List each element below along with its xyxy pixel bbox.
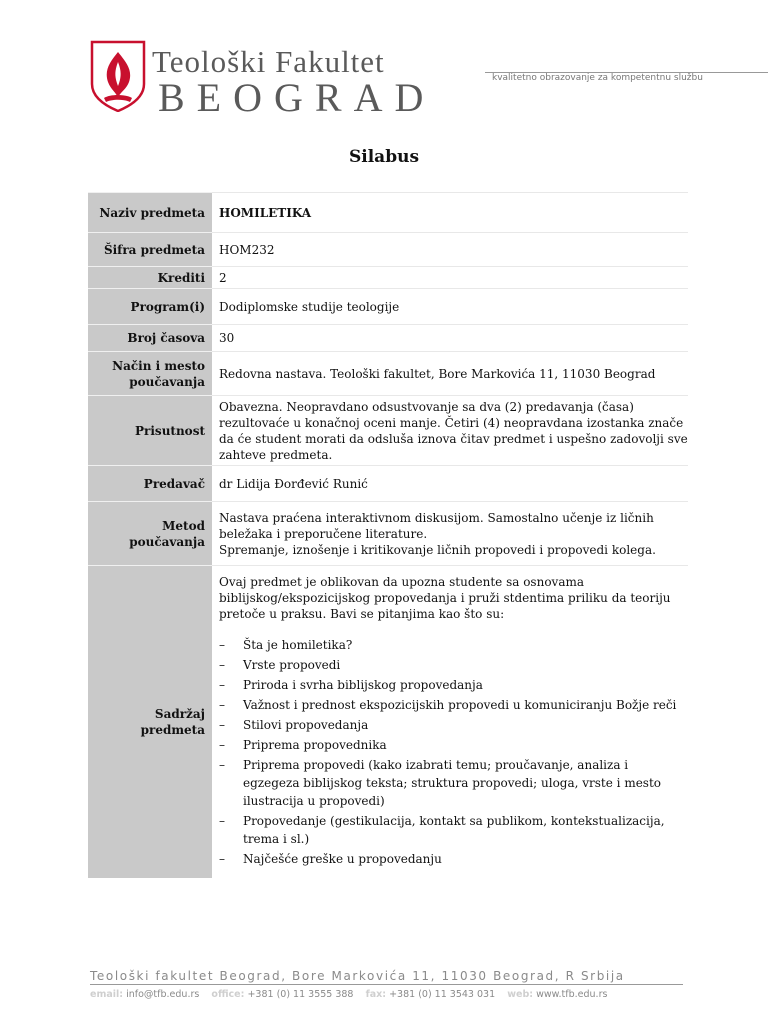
document-title: Silabus bbox=[348, 147, 420, 167]
content-intro: Ovaj predmet je oblikovan da upozna studente sa osnovama biblijskog/ekspozicijskog propovedanja i pruži stdentima priliku da teoriju pretoče u praksu. Bavi se pitanjima kao što su: bbox=[219, 574, 671, 621]
value-credits: 2 bbox=[212, 267, 688, 289]
label-content bbox=[88, 566, 212, 878]
value-attendance: Obavezna. Neopravdano odsustvovanje sa dva (2) predavanja (časa) rezultovaće u konačnoj oceni manje. Četiri (4) neopravdana izostanka znače da će student morati da odsluša iznova čitav predmet i uspešno zadovolji sve zahteve predmeta. bbox=[212, 396, 688, 466]
label-content-line1: Sadržaj bbox=[154, 706, 205, 721]
footer-address: Teološki fakultet Beograd, Bore Markovića 11, 11030 Beograd, R Srbija bbox=[90, 969, 625, 983]
letterhead bbox=[90, 40, 703, 120]
label-course-name: Naziv predmeta bbox=[88, 193, 212, 233]
value-hours: 30 bbox=[212, 325, 688, 352]
row-teaching-mode bbox=[88, 352, 688, 396]
label-method bbox=[88, 502, 212, 566]
row-course-code bbox=[88, 233, 688, 267]
row-course-name bbox=[88, 193, 688, 233]
label-lecturer: Predavač bbox=[88, 466, 212, 502]
tagline: kvalitetno obrazovanje za kompetentnu službu bbox=[492, 73, 703, 83]
content-topic-list bbox=[219, 636, 688, 868]
value-course-code: HOM232 bbox=[212, 233, 688, 267]
label-course-code: Šifra predmeta bbox=[88, 233, 212, 267]
value-lecturer: dr Lidija Đorđević Runić bbox=[212, 466, 688, 502]
footer-contacts bbox=[90, 989, 690, 1000]
row-program bbox=[88, 289, 688, 325]
label-hours: Broj časova bbox=[88, 325, 212, 352]
label-credits: Krediti bbox=[88, 267, 212, 289]
footer-email-label: email: bbox=[90, 989, 124, 1000]
footer-web[interactable]: www.tfb.edu.rs bbox=[536, 989, 608, 1000]
value-teaching-mode: Redovna nastava. Teološki fakultet, Bore Markovića 11, 11030 Beograd bbox=[212, 352, 688, 396]
row-lecturer bbox=[88, 466, 688, 502]
list-item: – Pripremа propovedi (kako izabrati temu; proučavanje, analiza i egzegeza biblijskog teksta; struktura propovedi; uloga, vrste i mesto ilustracija u propovedi) bbox=[219, 756, 688, 810]
syllabus-table bbox=[88, 192, 688, 878]
list-item: – Šta je homiletika? bbox=[219, 636, 688, 654]
row-content bbox=[88, 566, 688, 878]
list-item: – Važnost i prednost ekspozicijskih propovedi u komuniciranju Božje reči bbox=[219, 696, 688, 714]
list-item: – Vrste propovedi bbox=[219, 656, 688, 674]
value-course-name: HOMILETIKA bbox=[212, 193, 688, 233]
value-method-line2: Spremanje, iznošenje i kritikovanje ličnih propovedi i propovedi kolega. bbox=[219, 542, 656, 557]
list-item: – Priprema propovednika bbox=[219, 736, 688, 754]
label-attendance: Prisutnost bbox=[88, 396, 212, 466]
label-teaching-mode bbox=[88, 352, 212, 396]
footer-rule bbox=[90, 984, 683, 985]
footer-web-label: web: bbox=[507, 989, 534, 1000]
label-teaching-mode-line1: Način i mesto bbox=[112, 358, 205, 373]
label-content-line2: predmeta bbox=[140, 722, 205, 737]
label-teaching-mode-line2: poučavanja bbox=[129, 374, 205, 389]
list-item: – Najčešće greške u propovedanju bbox=[219, 850, 688, 868]
value-content bbox=[212, 566, 688, 878]
list-item: – Propovedanje (gestikulacija, kontakt sa publikom, kontekstualizacija, trema i sl.) bbox=[219, 812, 688, 848]
footer-email[interactable]: info@tfb.edu.rs bbox=[126, 989, 200, 1000]
faculty-name: Teološki Fakultet bbox=[152, 44, 385, 79]
row-credits bbox=[88, 267, 688, 289]
footer bbox=[90, 969, 690, 1000]
faculty-logo bbox=[90, 40, 146, 112]
label-method-line2: poučavanja bbox=[129, 534, 205, 549]
row-attendance bbox=[88, 396, 688, 466]
footer-fax: +381 (0) 11 3543 031 bbox=[389, 989, 496, 1000]
list-item: – Stilovi propovedanja bbox=[219, 716, 688, 734]
row-method bbox=[88, 502, 688, 566]
faculty-city: BEOGRAD bbox=[158, 75, 436, 120]
value-program: Dodiplomske studije teologije bbox=[212, 289, 688, 325]
footer-office-label: office: bbox=[211, 989, 245, 1000]
list-item: – Priroda i svrha biblijskog propovedanja bbox=[219, 676, 688, 694]
value-method bbox=[212, 502, 688, 566]
footer-fax-label: fax: bbox=[365, 989, 387, 1000]
footer-office: +381 (0) 11 3555 388 bbox=[247, 989, 354, 1000]
value-method-line1: Nastava praćena interaktivnom diskusijom. Samostalno učenje iz ličnih beležaka i preporučene literature. bbox=[219, 510, 654, 541]
label-method-line1: Metod bbox=[162, 518, 205, 533]
label-program: Program(i) bbox=[88, 289, 212, 325]
row-hours bbox=[88, 325, 688, 352]
